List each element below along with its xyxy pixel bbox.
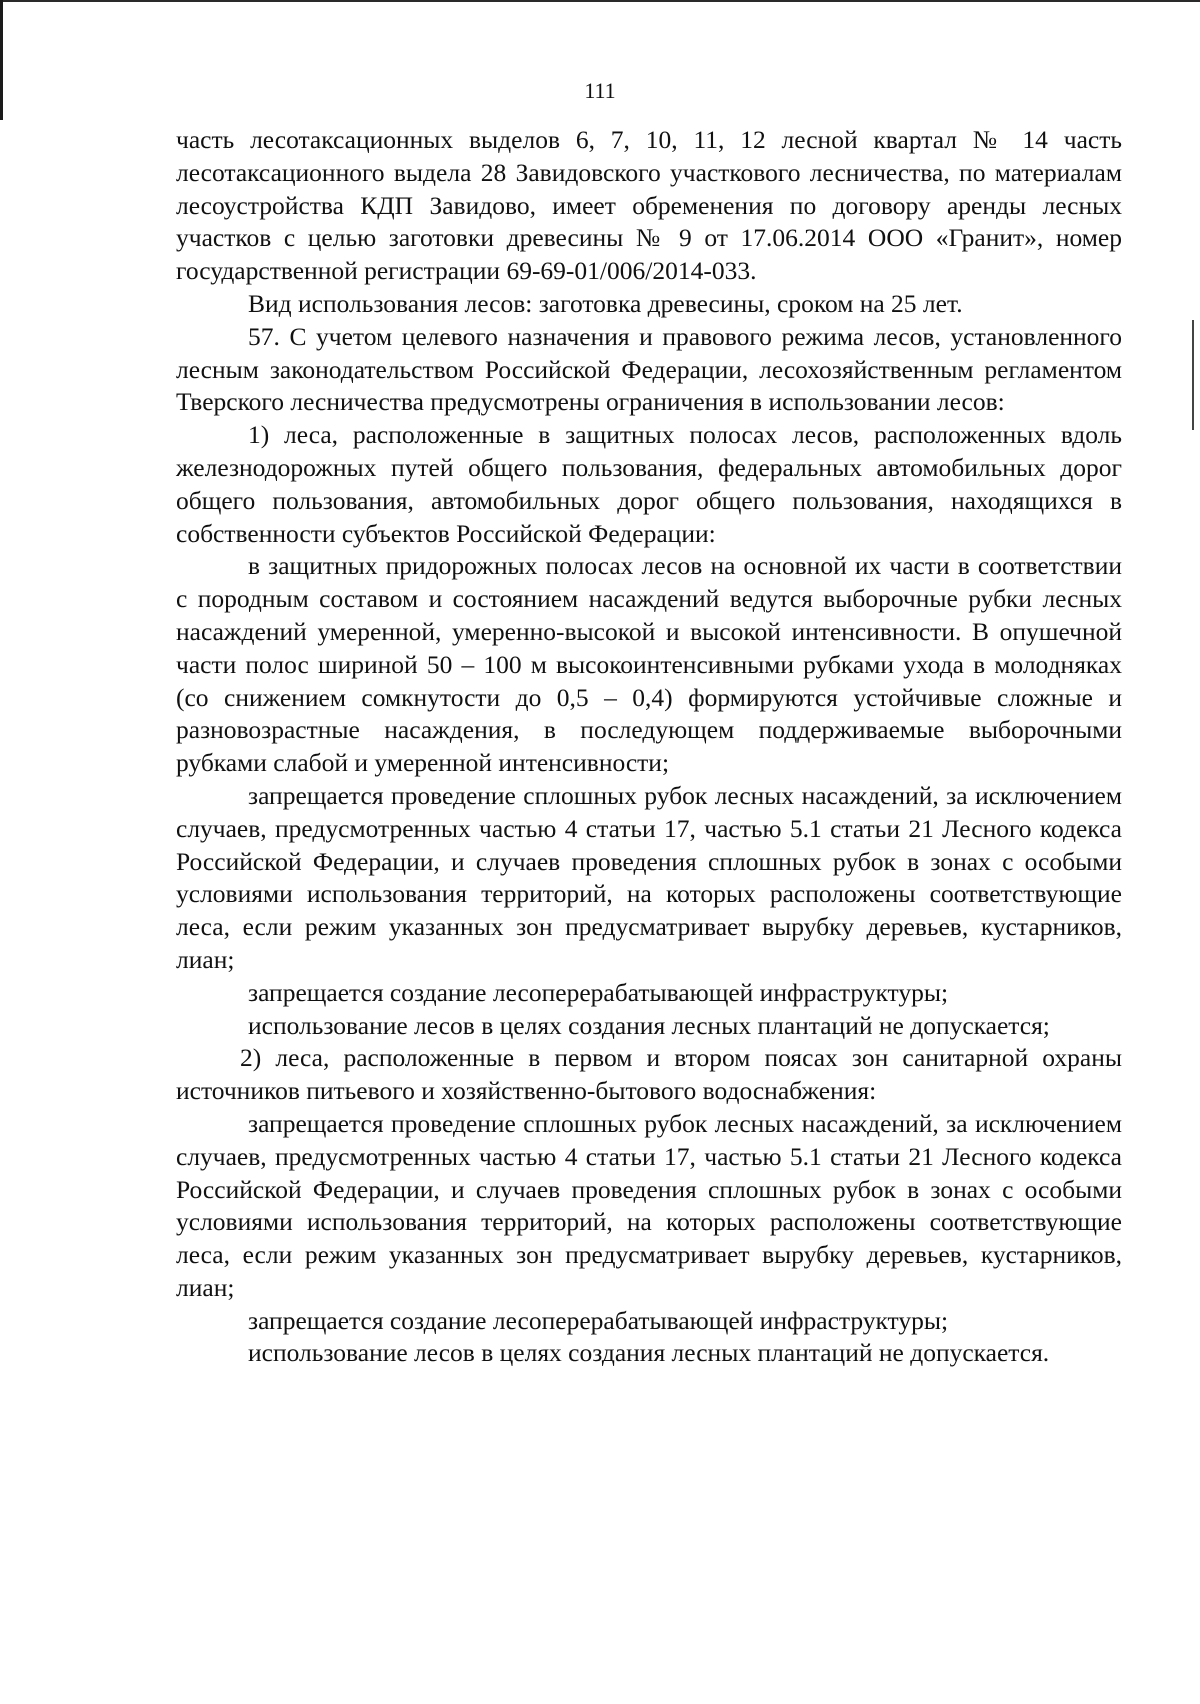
document-body	[176, 124, 1122, 1370]
paragraph-infrastructure-ban-1: запрещается создание лесоперерабатывающей инфраструктуры;	[248, 977, 949, 1007]
paragraph-forest-use-type: Вид использования лесов: заготовка древесины, сроком на 25 лет.	[248, 288, 963, 318]
paragraph-item-2-sanitary-zones: 2) леса, расположенные в первом и втором поясах зон санитарной охраны источников питьевого и хозяйственно-бытового водоснабжения:	[176, 1043, 1122, 1106]
paragraph-plantation-ban-2: использование лесов в целях создания лесных плантаций не допускается.	[248, 1338, 1050, 1368]
paragraph-plantation-ban-1: использование лесов в целях создания лесных плантаций не допускается;	[248, 1010, 1050, 1040]
paragraph-57-restrictions: 57. С учетом целевого назначения и правового режима лесов, установленного лесным законодательством Российской Федерации, лесохозяйственным регламентом Тверского лесничества предусмотрены ограничения в использовании лесов:	[176, 321, 1122, 417]
paragraph-infrastructure-ban-2: запрещается создание лесоперерабатывающей инфраструктуры;	[248, 1305, 949, 1335]
paragraph-clear-cut-ban-2: запрещается проведение сплошных рубок лесных насаждений, за исключением случаев, предусмотренных частью 4 статьи 17, частью 5.1 статьи 21 Лесного кодекса Российской Федерации, и случаев проведения сплошных рубок в зонах с особыми условиями использования территорий, на которых расположены соответствующие леса, если режим указанных зон предусматривает вырубку деревьев, кустарников, лиан;	[176, 1108, 1122, 1302]
page-number: 111	[584, 78, 616, 103]
paragraph-clear-cut-ban-1: запрещается проведение сплошных рубок лесных насаждений, за исключением случаев, предусмотренных частью 4 статьи 17, частью 5.1 статьи 21 Лесного кодекса Российской Федерации, и случаев проведения сплошных рубок в зонах с особыми условиями использования территорий, на которых расположены соответствующие леса, если режим указанных зон предусматривает вырубку деревьев, кустарников, лиан;	[176, 780, 1122, 974]
scan-edge-right	[1192, 320, 1194, 430]
paragraph-lease-encumbrance: часть лесотаксационных выделов 6, 7, 10, 11, 12 лесной квартал № 14 часть лесотаксационного выдела 28 Завидовского участкового лесничества, по материалам лесоустройства КДП Завидово, имеет обременения по договору аренды лесных участков с целью заготовки древесины № 9 от 17.06.2014 ООО «Гранит», номер государственной регистрации 69-69-01/006/2014-033.	[176, 125, 1122, 286]
paragraph-roadside-strips: в защитных придорожных полосах лесов на основной их части в соответствии с породным составом и состоянием насаждений ведутся выборочные рубки лесных насаждений умеренной, умеренно-высокой и высокой интенсивности. В опушечной части полос шириной 50 – 100 м высокоинтенсивными рубками ухода в молодняках (со снижением сомкнутости до 0,5 – 0,4) формируются устойчивые сложные и разновозрастные насаждения, в последующем поддерживаемые выборочными рубками слабой и умеренной интенсивности;	[176, 551, 1122, 778]
scan-edge-top	[0, 0, 1200, 2]
paragraph-item-1-protective-strips: 1) леса, расположенные в защитных полосах лесов, расположенных вдоль железнодорожных путей общего пользования, федеральных автомобильных дорог общего пользования, автомобильных дорог общего пользования, находящихся в собственности субъектов Российской Федерации:	[176, 420, 1122, 548]
